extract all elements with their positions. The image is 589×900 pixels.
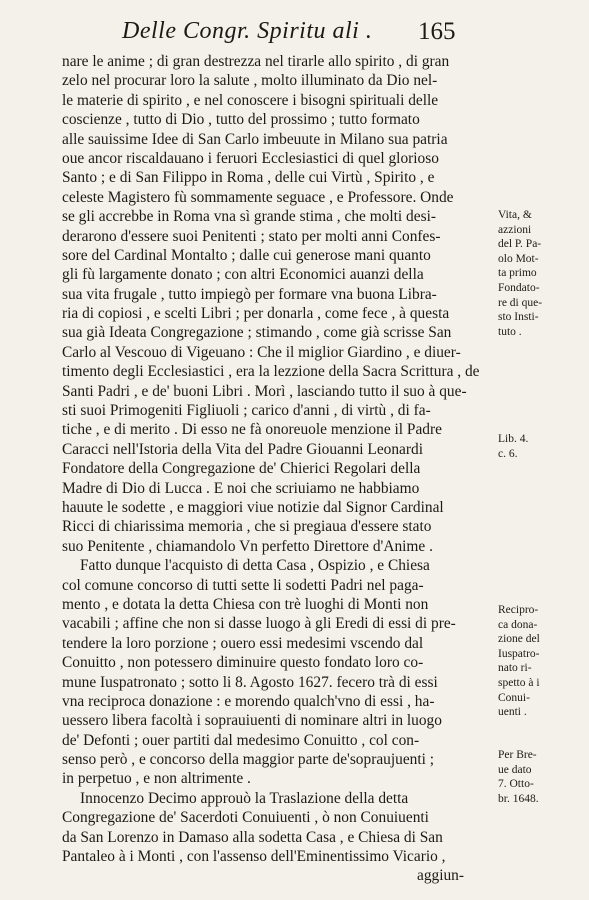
text-line: de' Defonti ; ouer partiti dal medesimo Conuitto , col con- <box>62 731 420 749</box>
text-line: sti suoi Primogeniti Figliuoli ; carico d'anni , di virtù , di fa- <box>62 402 431 420</box>
text-line: Congregazione de' Sacerdoti Conuiuenti , ò non Conuiuenti <box>62 809 429 827</box>
text-line: se gli accrebbe in Roma vna sì grande stima , che molti desi- <box>62 208 436 226</box>
text-line: le materie di spirito , e nel conoscere i bisogni spirituali delle <box>62 91 439 109</box>
text-line: tiche , e di merito . Di esso ne fà onoreuole menzione il Padre <box>62 421 442 439</box>
margin-note-line: nato ri- <box>498 662 532 675</box>
text-line: mune Iuspatronato ; sotto li 8. Agosto 1627. fecero trà di essi <box>62 673 438 691</box>
text-line: celeste Magistero fù sommamente seguace , e Professore. Onde <box>62 188 454 206</box>
margin-note-line: ue dato <box>498 763 532 776</box>
text-line: oue ancor riscaldauano i feruori Ecclesiastici di quel glorioso <box>62 149 439 167</box>
text-line: vna reciproca donazione : e morendo qualch'vno di essi , ha- <box>62 692 435 710</box>
text-line: ria di copiosi , e scelti Libri ; per donarla , come fece , à questa <box>62 305 450 323</box>
text-line: timento degli Ecclesiastici , era la lezzione della Sacra Scrittura , de <box>62 363 480 381</box>
text-line: Madre di Dio di Lucca . E noi che scriuiamo ne habbiamo <box>62 479 420 497</box>
text-line: in perpetuo , e non altrimente . <box>62 770 251 788</box>
margin-note-reciproca <box>498 603 586 720</box>
body-text <box>62 52 494 886</box>
text-line: gli fù largamente donato ; con altri Economici auanzi della <box>62 266 424 284</box>
page-header <box>0 18 589 52</box>
text-line: zelo nel procurar loro la salute , molto illuminato da Dio nel- <box>62 72 438 90</box>
margin-note-vita <box>498 208 586 339</box>
margin-note-line: azzioni <box>498 223 532 236</box>
text-line: coscienze , tutto di Dio , tutto del prossimo ; tutto formato <box>62 111 420 129</box>
text-line: Conuitto , non potessero diminuire questo fondato loro co- <box>62 654 424 672</box>
margin-note-line: Recipro- <box>498 604 539 616</box>
text-line: Fondatore della Congregazione de' Chierici Regolari della <box>62 460 421 478</box>
margin-note-lib <box>498 432 586 461</box>
text-line: da San Lorenzo in Damaso alla sodetta Casa , e Chiesa di San <box>62 828 443 846</box>
margin-note-line: ca dona- <box>498 618 538 631</box>
margin-note-line: Lib. 4. <box>498 433 529 445</box>
margin-note-line: Fondato- <box>498 281 540 294</box>
text-line: Carlo al Vescouo di Vigeuano : Che il miglior Giardino , e diuer- <box>62 343 461 361</box>
text-line: Caracci nell'Istoria della Vita del Padre Giouanni Leonardi <box>62 440 423 458</box>
margin-note-line: ta primo <box>498 267 537 280</box>
text-line: Santo ; e di San Filippo in Roma , delle cui Virtù , Spirito , e <box>62 169 435 187</box>
margin-note-line: spetto à i <box>498 676 540 689</box>
margin-note-line: uenti . <box>498 706 527 719</box>
margin-note-line: Vita, & <box>498 209 532 221</box>
text-line: Innocenzo Decimo approuò la Traslazione della detta <box>80 789 409 807</box>
margin-note-line: Conui- <box>498 691 530 704</box>
text-line: tendere la loro porzione ; ouero essi medesimi vscendo dal <box>62 634 424 652</box>
margin-note-breve <box>498 748 586 806</box>
margin-note-line: olo Mot- <box>498 252 539 265</box>
text-line: sua vita frugale , tutto impiegò per formare vna buona Libra- <box>62 285 437 303</box>
text-line: vacabili ; affine che non si dasse luogo à gli Eredi di essi di pre- <box>62 615 456 633</box>
text-line: alle sauissime Idee di San Carlo imbeuute in Milano sua patria <box>62 130 448 148</box>
text-line: nare le anime ; di gran destrezza nel tirarle allo spirito , di gran <box>62 53 450 70</box>
margin-note-line: del P. Pa- <box>498 238 542 251</box>
margin-note-line: Per Bre- <box>498 749 537 761</box>
text-line: Ricci di chiarissima memoria , che si pregiaua d'essere stato <box>62 518 432 536</box>
margin-note-line: 7. Otto- <box>498 778 534 791</box>
page-number: 165 <box>418 18 456 45</box>
text-line: derarono d'essere suoi Penitenti ; stato per molti anni Confes- <box>62 227 441 245</box>
text-line: hauute le sodette , e maggiori viue notizie dal Signor Cardinal <box>62 498 444 516</box>
text-line: uessero libera facoltà i soprauiuenti di nominare altri in luogo <box>62 712 442 730</box>
text-line: mento , e dotata la detta Chiesa con trè luoghi di Monti non <box>62 595 429 613</box>
margin-note-line: br. 1648. <box>498 792 539 805</box>
text-line: senso però , e concorso della maggior parte de'sopraujuenti ; <box>62 751 435 769</box>
margin-note-line: zione del <box>498 633 540 646</box>
text-line: suo Penitente , chiamandolo Vn perfetto Direttore d'Anime . <box>62 537 433 555</box>
margin-note-line: re di que- <box>498 296 543 309</box>
text-line: aggiun- <box>416 867 464 885</box>
margin-note-line: Iuspatro- <box>498 647 540 660</box>
running-title: Delle Congr. Spiritu ali . <box>122 18 373 44</box>
text-line: Pantaleo à i Monti , con l'assenso dell'Eminentissimo Vicario , <box>62 848 446 866</box>
text-line: sore del Cardinal Montalto ; dalle cui generose mani quanto <box>62 246 431 264</box>
text-line: sua già Ideata Congregazione ; stimando , come già scrisse San <box>62 324 452 342</box>
text-line: col comune concorso di tutti sette li sodetti Padri nel paga- <box>62 576 424 594</box>
margin-note-line: sto Insti- <box>498 311 539 324</box>
margin-note-line: tuto . <box>498 325 522 338</box>
margin-note-line: c. 6. <box>498 447 518 460</box>
text-line: Fatto dunque l'acquisto di detta Casa , Ospizio , e Chiesa <box>80 557 430 575</box>
text-line: Santi Padri , e de' buoni Libri . Morì , lasciando tutto il suo à que- <box>62 382 467 400</box>
